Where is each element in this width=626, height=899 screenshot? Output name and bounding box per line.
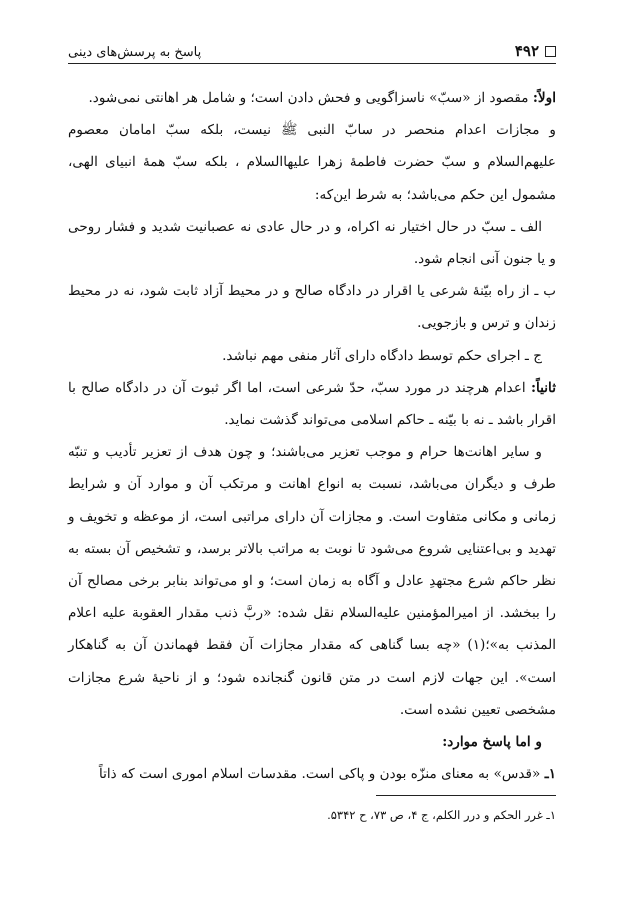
text-1: مقصود از «سبّ» ناسزاگویی و فحش دادن است؛ و شامل هر اهانتی نمی‌شود.: [88, 90, 533, 106]
lead-8: و اما پاسخ موارد:: [442, 734, 542, 751]
page-number-text: ۴۹۲: [514, 42, 539, 60]
paragraph-1: [68, 82, 556, 114]
lead-9: ۱ـ: [544, 766, 556, 783]
paragraph-6: [68, 372, 556, 436]
running-title: پاسخ به پرسش‌های دینی: [68, 45, 202, 60]
paragraph-8: [68, 726, 556, 758]
paragraph-4: ب ـ از راه بیّنهٔ شرعی یا اقرار در دادگاه صالح و در محیط آزاد ثابت شود، نه در محیط زندان و ترس و بازجویی.: [68, 283, 556, 332]
paragraph-5: ج ـ اجرای حکم توسط دادگاه دارای آثار منفی مهم نباشد.: [222, 347, 542, 364]
page-header: [68, 36, 556, 64]
text-6: اعدام هرچند در مورد سبّ، حدّ شرعی است، اما اگر ثبوت آن در دادگاه صالح با اقرار باشد ـ نه با بیّنه ـ حاکم اسلامی می‌تواند گذشت نماید.: [68, 379, 556, 429]
paragraph-9: [68, 758, 556, 790]
body-text: [68, 82, 556, 790]
paragraph-2: و مجازات اعدام منحصر در سابّ النبی ﷺ نیست، بلکه سبّ امامان معصوم علیهم‌السلام و سبّ حضرت فاطمهٔ زهرا علیها‌السلام ، بلکه سبّ همهٔ انبیای الهی، مشمول این حکم می‌باشد؛ به شرط این‌که:: [68, 122, 556, 203]
paragraph-7: و سایر اهانت‌ها حرام و موجب تعزیر می‌باشند؛ و چون هدف از تعزیر تأدیب و تنبّه طرف و دیگران می‌باشد، نسبت به انواع اهانت و مرتکب آن و موارد آن و شرایط زمانی و مکانی متفاوت است. و مجازات آن دارای مراتبی است، از موعظه و تخویف و تهدید و بی‌اعتنایی شروع می‌شود تا نوبت به مراتب بالاتر برسد، و تشخیص آن بسته به نظر حاکم شرع مجتهدِ عادل و آگاه به زمان است؛ و او می‌تواند بنابر برخی مصالح آن را ببخشد. از امیرالمؤمنین علیه‌السلام نقل شده: «ربَّ ذنب مقدار العقوبة علیه اعلام المذنب به»؛(۱) «چه بسا گناهی که مقدار مجازات آن فقط فهماندن آن به گناهکار است». این جهات لازم است در متن قانون گنجانده شود؛ و از ناحیهٔ شرع مجازات مشخصی تعیین نشده است.: [68, 444, 556, 718]
paragraph-3: الف ـ سبّ در حال اختیار نه اکراه، و در حال عادی نه عصبانیت شدید و فشار روحی و یا جنون آنی انجام شود.: [68, 218, 556, 268]
footnote-separator: [376, 795, 556, 796]
text-9: «قدس» به معنای منزّه بودن و پاکی است. مقدسات اسلام اموری است که ذاتاً: [98, 766, 545, 783]
square-icon: [545, 46, 556, 57]
page-number: [515, 42, 556, 60]
footnote: ۱ـ غرر الحکم و درر الکلم، ج ۴، ص ۷۳، ح ۵۳۴۲.: [327, 808, 556, 822]
lead-6: ثانیاً:: [531, 379, 556, 396]
lead-1: اولاً:: [532, 90, 556, 106]
